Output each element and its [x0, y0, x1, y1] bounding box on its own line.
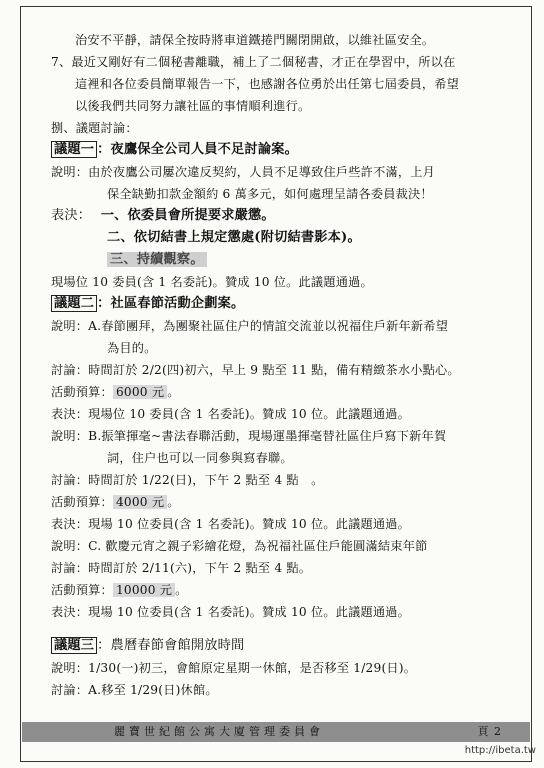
decision-option-2: 二、依切結書上規定懲處(附切結書影本)。: [107, 230, 361, 245]
topic2-c-discuss: 討論：時間訂於 2/11(六)，下午 2 點至 4 點。: [51, 561, 312, 575]
topic1-desc: 說明：由於夜鷹公司屢次違反契約，人員不足導致住戶些許不滿，上月: [51, 165, 436, 179]
topic2-c-vote: 表決：現場 10 位委員(含 1 名委託)。贊成 10 位。此議題通過。: [51, 605, 411, 619]
topic2-a-desc: 說明：A.春節團拜，為團聚社區住户的情誼交流並以祝福住戶新年新希望: [51, 319, 449, 333]
topic1-tag: 議題一: [51, 141, 97, 158]
watermark: http://ibeta.tw: [464, 745, 536, 756]
budget-amount: 4000 元: [113, 495, 167, 509]
budget-amount: 6000 元: [113, 385, 167, 399]
text-line: 這裡和各位委員簡單報告一下，也感謝各位勇於出任第七屆委員，希望: [75, 77, 460, 91]
decision-option-3: 三、持續觀察。: [107, 252, 207, 267]
topic3-title: ：農曆春節會館開放時間: [97, 638, 245, 653]
topic1-desc: 保全缺勤扣款金額約 6 萬多元，如何處理呈請各委員裁決！: [107, 187, 433, 201]
budget-tail: 。: [167, 385, 180, 399]
topic1-title: ：夜鷹保全公司人員不足討論案。: [97, 142, 298, 157]
topic2-a-budget: [51, 381, 517, 403]
topic2-a-desc: 為目的。: [107, 341, 157, 355]
text-line: 治安不平靜，請保全按時將車道鐵捲門關閉開啟，以維社區安全。: [75, 33, 435, 47]
section-heading: 捌、議題討論：: [51, 121, 138, 135]
budget-tail: 。: [175, 583, 188, 597]
decision-option-3-line: [51, 249, 517, 271]
budget-label: 活動預算：: [51, 385, 113, 399]
budget-label: 活動預算：: [51, 583, 113, 597]
decision-option-1: 一、依委員會所提要求嚴懲。: [100, 208, 275, 223]
topic2-tag: 議題二: [51, 295, 97, 312]
topic3-discuss: 討論：A.移至 1/29(日)休館。: [51, 683, 218, 697]
topic2-b-vote: 表決：現場 10 位委員(含 1 名委託)。贊成 10 位。此議題通過。: [51, 517, 411, 531]
topic2-c-desc: 說明：C. 歡慶元宵之親子彩繪花燈，為祝福社區住戶能圓滿結束年節: [51, 539, 428, 553]
topic3-heading: [51, 635, 517, 657]
topic2-b-desc: 說明：B.振筆揮毫~書法春聯活動，現場運墨揮毫替社區住戶寫下新年賀: [51, 429, 447, 443]
document-body: [51, 29, 517, 701]
topic2-title: ：社區春節活動企劃案。: [97, 296, 245, 311]
topic3-desc: 說明：1/30(一)初三，會館原定星期一休館，是否移至 1/29(日)。: [51, 661, 417, 675]
decision-label: 表決：: [51, 208, 92, 223]
topic3-tag: 議題三: [51, 637, 97, 654]
text-line: 以後我們共同努力讓社區的事情順利進行。: [75, 99, 311, 113]
budget-amount: 10000 元: [113, 583, 175, 597]
text-line: 7、最近又剛好有二個秘書離職，補上了二個秘書，才正在學習中，所以在: [51, 55, 456, 69]
topic2-c-budget: [51, 579, 517, 601]
page-footer: [22, 722, 530, 742]
topic1-vote: 現場位 10 委員(含 1 名委託)。贊成 10 位。此議題通過。: [51, 275, 373, 289]
topic2-b-budget: [51, 491, 517, 513]
document-page: [20, 6, 532, 762]
budget-label: 活動預算：: [51, 495, 113, 509]
budget-tail: 。: [167, 495, 180, 509]
topic2-b-discuss: 討論：時間訂於 1/22(日)，下午 2 點至 4 點 。: [51, 473, 324, 487]
topic1-decision: [51, 205, 517, 227]
topic2-b-desc: 詞，住户也可以一同參與寫春聯。: [107, 451, 293, 465]
page-number: 頁 2: [477, 725, 502, 738]
topic2-heading: [51, 293, 517, 315]
topic2-a-vote: 表決：現場位 10 委員(含 1 名委託)。贊成 10 位。此議題通過。: [51, 407, 411, 421]
topic2-a-discuss: 討論：時間訂於 2/2(四)初六，早上 9 點至 11 點，備有精緻茶水小點心。: [51, 363, 460, 377]
footer-organization: 麗寶世紀館公寓大廈管理委員會: [114, 725, 324, 738]
topic1-heading: [51, 139, 517, 161]
